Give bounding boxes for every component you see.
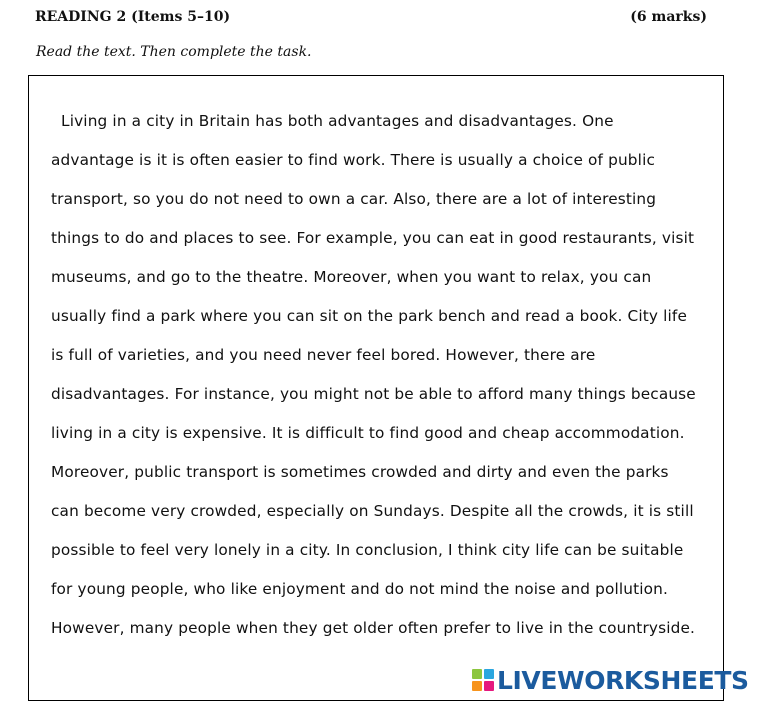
section-title: READING 2 (Items 5–10)	[35, 9, 231, 25]
passage-line: for young people, who like enjoyment and do not mind the noise and pollution.	[51, 580, 669, 598]
passage-line: living in a city is expensive. It is difficult to find good and cheap accommodation.	[51, 424, 685, 442]
logo-tile	[484, 681, 494, 691]
passage-line: can become very crowded, especially on Sundays. Despite all the crowds, it is still	[51, 502, 694, 520]
marks-label: (6 marks)	[630, 9, 707, 25]
reading-passage	[51, 102, 696, 648]
logo-tile	[484, 669, 494, 679]
liveworksheets-logo	[472, 664, 749, 696]
passage-line: Moreover, public transport is sometimes crowded and dirty and even the parks	[51, 463, 669, 481]
passage-line: museums, and go to the theatre. Moreover, when you want to relax, you can	[51, 268, 652, 286]
liveworksheets-logo-icon	[472, 669, 494, 691]
passage-line: things to do and places to see. For example, you can eat in good restaurants, visit	[51, 229, 695, 247]
passage-line: However, many people when they get older often prefer to live in the countryside.	[51, 619, 696, 637]
task-instruction: Read the text. Then complete the task.	[36, 44, 312, 60]
passage-line: is full of varieties, and you need never feel bored. However, there are	[51, 346, 596, 364]
passage-line: transport, so you do not need to own a car. Also, there are a lot of interesting	[51, 190, 657, 208]
passage-line: usually find a park where you can sit on the park bench and read a book. City life	[51, 307, 688, 325]
passage-line: disadvantages. For instance, you might not be able to afford many things because	[51, 385, 696, 403]
reading-passage-box	[28, 75, 724, 701]
passage-line: possible to feel very lonely in a city. In conclusion, I think city life can be suitable	[51, 541, 684, 559]
logo-wordmark: LIVEWORKSHEETS	[497, 665, 749, 695]
passage-line: advantage is it is often easier to find work. There is usually a choice of public	[51, 151, 656, 169]
logo-tile	[472, 669, 482, 679]
section-header	[35, 9, 707, 29]
passage-line: Living in a city in Britain has both advantages and disadvantages. One	[51, 112, 614, 130]
logo-tile	[472, 681, 482, 691]
